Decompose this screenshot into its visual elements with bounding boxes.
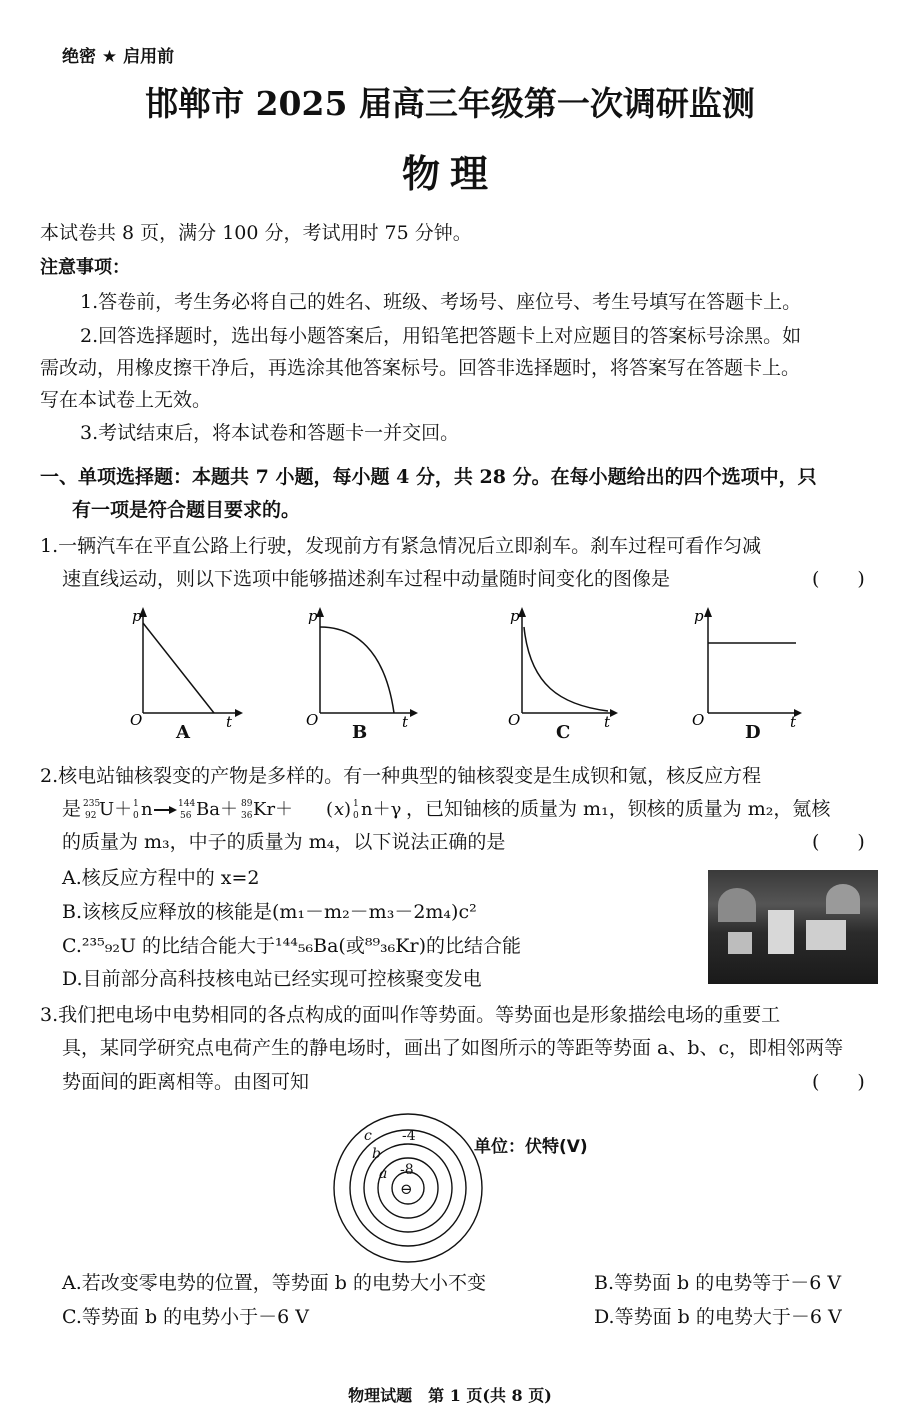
q3-option-a: A.若改变零电势的位置，等势面 b 的电势大小不变 <box>62 1272 487 1294</box>
q1-line-1: 1.一辆汽车在平直公路上行驶，发现前方有紧急情况后立即刹车。刹车过程可看作匀减 <box>40 535 762 557</box>
svg-text:89: 89 <box>241 799 253 809</box>
q2-line-2-prefix: 是 <box>62 798 82 820</box>
graph-c-t-label: t <box>604 713 611 731</box>
q2-line-1: 2.核电站铀核裂变的产物是多样的。有一种典型的铀核裂变是生成钡和氪，核反应方程 <box>40 765 762 787</box>
svg-text:): ) <box>344 799 352 820</box>
nuclear-equation-tail <box>326 797 406 821</box>
note-2-line-1: 2.回答选择题时，选出每小题答案后，用铅笔把答题卡上对应题目的答案标号涂黑。如 <box>80 325 802 347</box>
potential-inner-value: -8 <box>400 1162 414 1178</box>
reactor-dome-left <box>718 888 756 922</box>
q2-option-a: A.核反应方程中的 x=2 <box>62 867 260 889</box>
svg-text:n＋γ: n＋γ <box>361 799 402 820</box>
reactor-dome-right <box>826 884 860 914</box>
graph-a <box>130 607 243 731</box>
exam-title: 邯郸市 2025 届高三年级第一次调研监测 <box>145 84 755 123</box>
section-heading-line-1: 一、单项选择题：本题共 7 小题，每小题 4 分，共 28 分。在每小题给出的四个选项中，只 <box>40 466 817 488</box>
section-heading-line-2: 有一项是符合题目要求的。 <box>72 499 301 521</box>
q3-option-c: C.等势面 b 的电势小于－6 V <box>62 1306 309 1328</box>
negative-charge-icon: ⊖ <box>400 1180 413 1198</box>
graph-c-label: C <box>556 722 571 743</box>
svg-text:56: 56 <box>180 811 192 821</box>
label-b: b <box>372 1146 381 1162</box>
svg-text:0: 0 <box>133 811 139 821</box>
q1-graphs <box>110 605 830 745</box>
label-c: c <box>364 1128 372 1144</box>
page-footer: 物理试题 第 1 页(共 8 页) <box>348 1386 552 1405</box>
svg-text:x: x <box>334 799 345 820</box>
nuclear-equation <box>81 797 326 821</box>
svg-text:Ba＋: Ba＋ <box>196 799 238 820</box>
graph-d-p-label: p <box>694 607 704 625</box>
q3-option-d: D.等势面 b 的电势大于－6 V <box>594 1306 842 1328</box>
q2-answer-bracket: ( ) <box>812 831 865 853</box>
building-tower <box>768 910 794 954</box>
graph-d-origin: O <box>692 711 705 729</box>
q2-line-2 <box>62 797 830 821</box>
graph-a-t-label: t <box>226 713 233 731</box>
graph-b-p-label: p <box>308 607 318 625</box>
confidential-mark: 绝密 ★ 启用前 <box>62 47 175 67</box>
building-wide <box>806 920 846 950</box>
svg-text:92: 92 <box>85 811 97 821</box>
note-1: 1.答卷前，考生务必将自己的姓名、班级、考场号、座位号、考生号填写在答题卡上。 <box>80 291 802 313</box>
svg-text:1: 1 <box>133 799 139 809</box>
exam-summary: 本试卷共 8 页，满分 100 分，考试用时 75 分钟。 <box>40 222 472 244</box>
graph-d-label: D <box>745 722 761 743</box>
svg-text:36: 36 <box>241 811 253 821</box>
q2-option-b: B.该核反应释放的核能是(m₁－m₂－m₃－2m₄)c² <box>62 901 477 923</box>
q3-option-b: B.等势面 b 的电势等于－6 V <box>594 1272 842 1294</box>
graph-c-p-label: p <box>510 607 520 625</box>
q3-line-3: 势面间的距离相等。由图可知 <box>62 1071 310 1093</box>
graph-a-origin: O <box>130 711 143 729</box>
q3-line-2: 具，某同学研究点电荷产生的静电场时，画出了如图所示的等距等势面 a、b、c，即相邻两等 <box>62 1037 844 1059</box>
graph-c-origin: O <box>508 711 521 729</box>
note-2-line-3: 写在本试卷上无效。 <box>40 389 212 411</box>
graph-d-t-label: t <box>790 713 797 731</box>
svg-text:0: 0 <box>353 811 359 821</box>
q2-line-2-suffix: ，已知铀核的质量为 m₁，钡核的质量为 m₂，氪核 <box>406 798 831 820</box>
svg-text:144: 144 <box>178 799 196 809</box>
svg-text:Kr＋: Kr＋ <box>253 799 294 820</box>
graph-a-p-label: p <box>132 607 142 625</box>
graph-d <box>692 607 802 731</box>
nuclear-plant-photo <box>708 870 878 984</box>
graph-a-label: A <box>176 722 190 743</box>
unit-label: 单位：伏特(V) <box>474 1137 588 1157</box>
graph-b-origin: O <box>306 711 319 729</box>
q1-line-2: 速直线运动，则以下选项中能够描述刹车过程中动量随时间变化的图像是 <box>62 568 671 590</box>
subject-title: 物理 <box>401 151 498 196</box>
q2-option-c: C.²³⁵₉₂U 的比结合能大于¹⁴⁴₅₆Ba(或⁸⁹₃₆Kr)的比结合能 <box>62 935 521 957</box>
svg-text:n: n <box>141 799 153 820</box>
notes-heading: 注意事项： <box>40 257 130 278</box>
q3-line-1: 3.我们把电场中电势相同的各点构成的面叫作等势面。等势面也是形象描绘电场的重要工 <box>40 1004 781 1026</box>
building-small <box>728 932 752 954</box>
graph-b-label: B <box>352 722 368 743</box>
svg-text:235: 235 <box>83 799 101 809</box>
svg-text:(: ( <box>326 799 334 820</box>
note-2-line-2: 需改动，用橡皮擦干净后，再选涂其他答案标号。回答非选择题时，将答案写在答题卡上。 <box>40 357 801 379</box>
q2-line-3: 的质量为 m₃，中子的质量为 m₄，以下说法正确的是 <box>62 831 506 853</box>
svg-text:1: 1 <box>353 799 359 809</box>
svg-text:U＋: U＋ <box>99 799 133 820</box>
q1-answer-bracket: ( ) <box>812 568 865 590</box>
graph-b <box>306 607 418 731</box>
equipotential-diagram <box>320 1112 500 1272</box>
q3-answer-bracket: ( ) <box>812 1071 865 1093</box>
potential-outer-value: -4 <box>402 1128 416 1144</box>
graph-b-t-label: t <box>402 713 409 731</box>
q2-option-d: D.目前部分高科技核电站已经实现可控核聚变发电 <box>62 968 482 990</box>
graph-c <box>508 607 618 731</box>
label-a: a <box>379 1166 388 1182</box>
note-3: 3.考试结束后，将本试卷和答题卡一并交回。 <box>80 422 460 444</box>
